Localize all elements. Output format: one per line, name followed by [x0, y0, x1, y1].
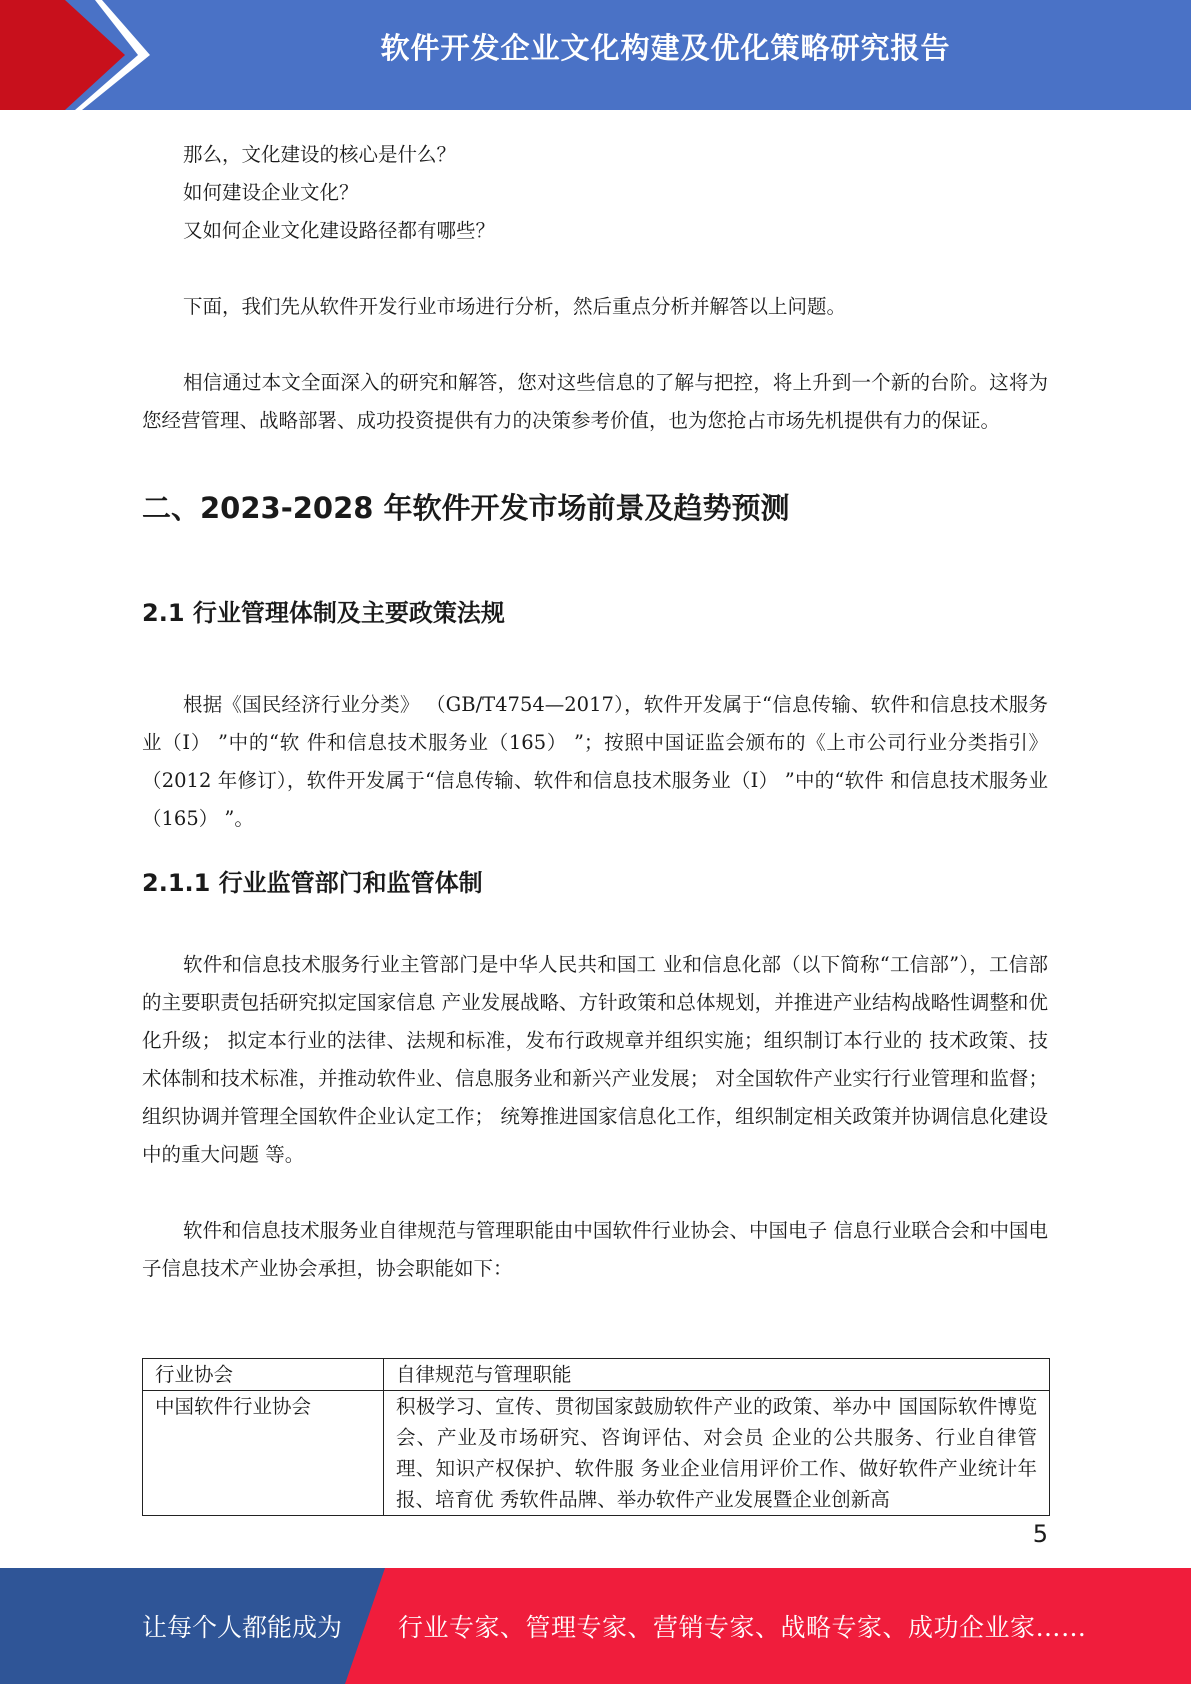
header-red-arrow — [0, 0, 140, 110]
table-header-association: 行业协会 — [143, 1359, 384, 1391]
section-2-1-1-paragraph-1: 软件和信息技术服务行业主管部门是中华人民共和国工 业和信息化部（以下简称“工信部”），工信部的主要职责包括研究拟定国家信息 产业发展战略、方针政策和总体规划，并推进产业结构战略性调整和优化升级； 拟定本行业的法律、法规和标准，发布行政规章并组织实施；组织制订本行业的 技术政策、技术体制和技术标准，并推动软件业、信息服务业和新兴产业发展； 对全国软件产业实行行业管理和监督；组织协调并管理全国软件企业认定工作； 统筹推进国家信息化工作，组织制定相关政策并协调信息化建设中的重大问题 等。 — [142, 953, 1048, 1166]
page-footer — [0, 1568, 1191, 1684]
section-2-1-1-heading: 2.1.1 行业监管部门和监管体制 — [142, 869, 483, 897]
table-cell-duties: 积极学习、宣传、贯彻国家鼓励软件产业的政策、举办中 国国际软件博览会、产业及市场研究、咨询评估、对会员 企业的公共服务、行业自律管理、知识产权保护、软件服 务业企业信用评价工作、做好软件产业统计年报、培育优 秀软件品牌、举办软件产业发展暨企业创新高 — [384, 1391, 1050, 1516]
page-number: 5 — [1032, 1520, 1048, 1548]
question-2: 如何建设企业文化？ — [183, 181, 359, 204]
section-2-1-1-paragraph-2: 软件和信息技术服务业自律规范与管理职能由中国软件行业协会、中国电子 信息行业联合会和中国电子信息技术产业协会承担，协会职能如下： — [142, 1219, 1048, 1280]
page-content — [142, 136, 1048, 1288]
section-2-1-paragraph: 根据《国民经济行业分类》 （GB/T4754—2017），软件开发属于“信息传输、软件和信息技术服务业（I） ”中的“软 件和信息技术服务业（165） ”；按照中国证监会颁布的《上市公司行业分类指引》 （2012 年修订），软件开发属于“信息传输、软件和信息技术服务业（I） ”中的“软件 和信息技术服务业（165） ”。 — [142, 693, 1048, 830]
intro-paragraph-1: 下面，我们先从软件开发行业市场进行分析，然后重点分析并解答以上问题。 — [183, 295, 847, 318]
table-cell-association: 中国软件行业协会 — [143, 1391, 384, 1516]
association-table — [142, 1358, 1050, 1516]
footer-slogan-right: 行业专家、管理专家、营销专家、战略专家、成功企业家…… — [398, 1613, 1087, 1642]
report-title: 软件开发企业文化构建及优化策略研究报告 — [380, 31, 951, 65]
question-1: 那么，文化建设的核心是什么？ — [183, 143, 457, 166]
footer-slogan-left: 让每个人都能成为 — [142, 1613, 343, 1642]
question-3: 又如何企业文化建设路径都有哪些？ — [183, 219, 496, 242]
table-header-row — [143, 1359, 1050, 1391]
intro-paragraph-2: 相信通过本文全面深入的研究和解答，您对这些信息的了解与把控，将上升到一个新的台阶。这将为您经营管理、战略部署、成功投资提供有力的决策参考价值，也为您抢占市场先机提供有力的保证。 — [142, 371, 1048, 432]
page-header — [0, 0, 1191, 110]
section-2-heading: 二、2023-2028 年软件开发市场前景及趋势预测 — [142, 491, 790, 525]
section-2-1-heading: 2.1 行业管理体制及主要政策法规 — [142, 599, 505, 627]
table-row — [143, 1391, 1050, 1516]
table-header-duties: 自律规范与管理职能 — [384, 1359, 1050, 1391]
